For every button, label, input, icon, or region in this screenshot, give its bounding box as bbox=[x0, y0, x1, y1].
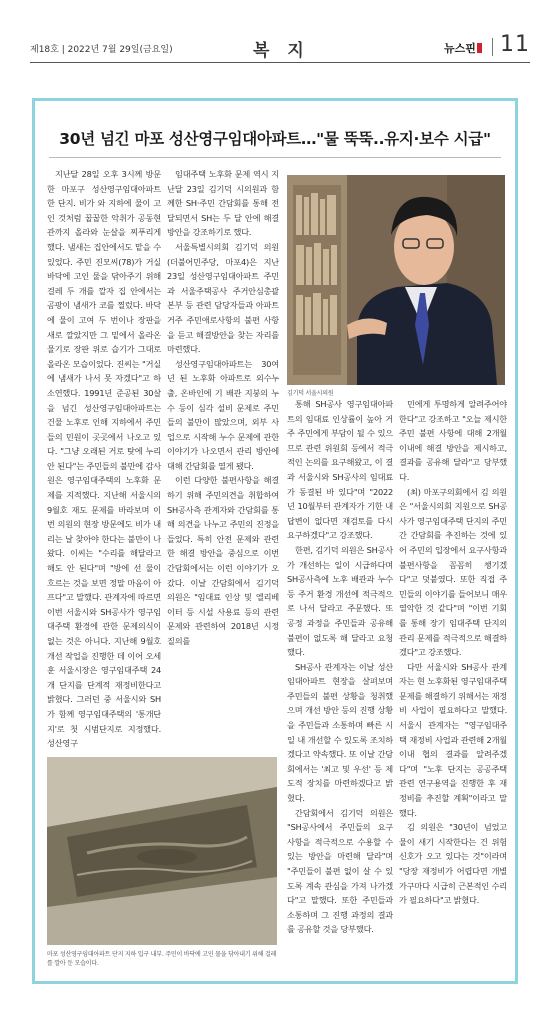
paragraph: 지난달 28일 오후 3시께 방문한 마포구 성산영구임대아파트 한 단지. 비가 와 지하에 물이 고인 것처럼 꿉꿉한 악취가 공동현관까지 올라와 눈살을 찌푸리게 했다. 냄새는 집안에서도 맡을 수 있었다. 주민 진모씨(78)가 거실 바닥에 고인 물을 닦아주기 위해 걸레 두 개를 깔자 집 안에서는 곰팡이 냄새가 코를 찔렀다. 바닥에 물이 고여 두 번이나 장판을 새로 깔았지만 그 밑에서 올라온 물기로 장판 위로 습기가 그대로 올라온 모습이었다. 진씨는 "거실에 냄새가 나서 못 자겠다"고 하소연했다. 1991년 준공된 30살을 넘긴 성산영구임대아파트는 건물 노후로 인해 지하에서 주민들의 민원이 곳곳에서 나오고 있다. "그냥 오래된 거로 탓에 누리 안 된다"는 주민들의 불만에 감사원은 영구임대주택의 노후화 문제를 지적했다. 지난해 서울시의 9월호 재도 문제를 바라보며 이번 의원의 현장 방문에도 비가 내리는 날 찾아야 한다는 불만이 나왔다. 이씨는 "수리를 해달라고 해도 안 된다"며 "방에 선 물이 흐르는 것을 보면 정말 마음이 아프다"고 말했다. 관계자에 따르면 이번 서울시와 SH공사가 영구임대주택 환경에 관한 문제의식이 없는 것은 아니다. 지난해 9월호 개선 작업을 진행한 데 이어 오세훈 서울시장은 영구임대주택 24개 단지를 단계적 재정비한다고 밝혔다. 그러던 중 서울시와 SH가 함께 영구임대주택의 '통개단지'로 첫 시범단지로 지정했다. 성산영구 bbox=[47, 169, 161, 749]
masthead-rule bbox=[30, 62, 530, 63]
article-column-1 bbox=[47, 167, 161, 751]
floor-damage-photo bbox=[47, 757, 277, 945]
paragraph: 한편, 김기덕 의원은 SH공사가 개선하는 일이 시급하다며 SH공사측에 노후 배관과 누수 등 주거 환경 개선에 적극적으로 나서 달라고 주문했다. 또 공정 과정을 주민들과 공유해 불편이 없도록 해 달라고 요청했다. bbox=[287, 544, 393, 658]
paragraph: 서울특별시의회 김기덕 의원(더불어민주당, 마포4)은 지난 23일 성산영구임대아파트 주민과 서울주택공사 주거안심총괄본부 등 관련 담당자들과 아파트 거주 주민애로사항의 불편 사항을 듣고 해결방안을 찾는 자리를 마련했다. bbox=[167, 241, 279, 355]
photo-illustration bbox=[47, 757, 277, 945]
newspaper-logo bbox=[444, 40, 482, 56]
paragraph: SH공사 관계자는 이날 성산임대아파트 현장을 살펴보며 주민들의 불편 상황을 청취했으며 개선 방안 등의 진행 상황을 주민들과 소통하며 빠른 시일 내 개선할 수 있도록 조치하겠다고 약속했다. 또 이날 간담회에서는 '최고 및 우선' 등 제도적 장치를 마련하겠다고 밝혔다. bbox=[287, 661, 393, 804]
paragraph: 다만 서울시와 SH공사 관계자는 현 노후화된 영구임대주택 문제를 해결하기 위해서는 재정비 사업이 필요하다고 말했다. 서울시 관계자는 "영구임대주택 재정비 사업과 관련해 2개월 이내 협의 결과를 알려주겠다"며 "노후 단지는 공공주택 관련 연구용역을 진행한 후 재정비를 추진할 계획"이라고 말했다. bbox=[399, 661, 507, 818]
article-column-3 bbox=[287, 397, 393, 957]
photo-caption: 김기덕 서울시의원 bbox=[287, 390, 334, 397]
section-title: 복 지 bbox=[253, 41, 310, 61]
paragraph: (최) 마포구의회에서 김 의원은 "서울시의회 지원으로 SH공사가 영구임대주택 단지의 주민 간 간담회를 추진하는 것에 있어 주민의 입장에서 요구사항과 불편사항을 꼼꼼히 챙기겠다"고 덧붙였다. 또한 직접 주민들의 이야기를 들어보니 매우 열악한 것 같다"며 "이번 기회를 통해 장기 임대주택 단지의 관리 문제를 적극적으로 해결하겠다"고 강조했다. bbox=[399, 486, 507, 658]
paragraph: 이런 다양한 불편사항을 해결하기 위해 주민의견을 취합하여 SH공사측 관계자와 간담회를 통해 의견을 나누고 주민의 진정을 들었다. 특히 안전 문제와 관련한 해결 방안을 중심으로 이번 간담회에서는 이런 이야기가 오갔다. 이날 간담회에서 김기덕 의원은 "임대료 인상 및 엘리베이터 등 시설 사용료 등의 관련 문제와 관련하여 2018년 시정질의를 bbox=[167, 475, 279, 646]
politician-photo bbox=[287, 175, 505, 385]
masthead-separator bbox=[492, 38, 493, 56]
logo-flag-icon bbox=[477, 43, 482, 53]
paragraph: 임대주택 노후화 문제 역시 지난달 23일 김기덕 시의원과 함께한 SH·주민 간담회를 통해 전달되면서 SH는 두 달 안에 해결 방안을 강조하기로 했다. bbox=[167, 169, 279, 238]
paragraph: 간담회에서 김기덕 의원은 "SH공사에서 주민들의 요구 사항을 적극적으로 수용할 수 있는 방안을 마련해 달라"며 "주민들이 불편 없이 살 수 있도록 계속 관심을 가져 나가겠다"고 말했다. 또한 주민들과 소통하며 그 진행 과정의 결과를 공유할 것을 당부했다. bbox=[287, 807, 393, 935]
logo-text: 뉴스핀 bbox=[444, 42, 476, 55]
photo-illustration bbox=[287, 175, 505, 385]
photo-caption: 마포 성산영구임대아파트 단지 지하 입구 내부. 주민이 바닥에 고인 물을 닦아내기 위해 걸레를 깔아 둔 모습이다. bbox=[47, 951, 277, 967]
page-number: 11 bbox=[500, 32, 530, 57]
article-column-4 bbox=[399, 397, 507, 957]
issue-date: 제18호 | 2022년 7월 29일(금요일) bbox=[30, 45, 173, 55]
paragraph: 김 의원은 "30년이 넘었고 물이 새기 시작한다는 건 위험 신호가 오고 있다는 것"이라며 "당장 재정비가 어렵다면 개별 가구마다 시급히 근본적인 수리가 필요하다"고 밝혔다. bbox=[399, 822, 507, 906]
paragraph: 통해 SH공사 영구임대아파트의 임대료 인상률이 높아 거주 주민에게 부담이 될 수 있으므로 관련 위원회 등에서 적극적인 논의를 요구해왔고, 이 결과 서울시와 SH공사의 임대료가 동결된 바 있다"며 "2022년 10월부터 관계자가 기한 내 답변이 없다면 재검토를 다시 요구하겠다"고 강조했다. bbox=[287, 399, 393, 541]
masthead bbox=[0, 0, 558, 72]
article-frame bbox=[32, 98, 518, 984]
headline-divider bbox=[49, 157, 501, 158]
paragraph: 민에게 투명하게 알려주어야 한다"고 강조하고 "오늘 제시한 주민 불편 사항에 대해 2개월 이내에 해결 방안을 제시하고, 결과를 공유해 달라"고 당부했다. bbox=[399, 399, 507, 482]
article-column-2 bbox=[167, 167, 279, 751]
article-headline: 30년 넘긴 마포 성산영구임대아파트…"물 뚝뚝..유지·보수 시급" bbox=[59, 130, 491, 148]
paragraph: 성산영구임대아파트는 30여년 된 노후화 아파트로 외수누출, 온바인에 기 배관 지붕의 누수 등이 심각 설비 문제로 주민들의 불만이 많았으며, 외부 사업으로 시작해 누수 문제에 관한 이야기가 나오면서 관리 방안에 대해 간담회를 열게 됐다. bbox=[167, 358, 279, 471]
